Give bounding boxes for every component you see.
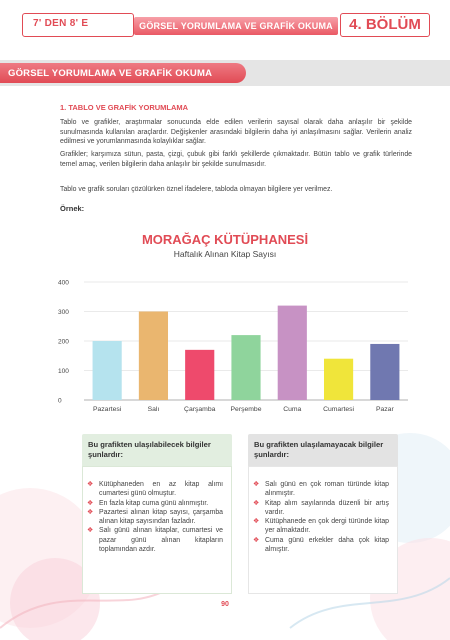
section-title-pill bbox=[0, 63, 246, 83]
section-title: GÖRSEL YORUMLAMA VE GRAFİK OKUMA bbox=[8, 68, 213, 79]
diamond-bullet-icon: ❖ bbox=[87, 527, 94, 535]
unreachable-info-title: Bu grafikten ulaşılamayacak bilgiler şunlardır: bbox=[254, 440, 384, 459]
y-tick-label: 400 bbox=[58, 279, 69, 287]
y-tick-label: 100 bbox=[58, 368, 69, 375]
x-tick-label: Cuma bbox=[283, 406, 302, 413]
diamond-bullet-icon: ❖ bbox=[253, 481, 260, 488]
bar bbox=[185, 350, 214, 400]
unreachable-info-list bbox=[253, 480, 389, 554]
y-tick-label: 300 bbox=[58, 309, 69, 316]
x-tick-label: Çarşamba bbox=[184, 406, 216, 413]
reachable-info-header bbox=[82, 434, 232, 466]
x-tick-label: Pazar bbox=[375, 406, 394, 413]
list-item: ❖ En fazla kitap cuma günü alınmıştır. bbox=[87, 499, 209, 507]
diamond-bullet-icon: ❖ bbox=[87, 481, 94, 488]
reachable-info-box bbox=[82, 434, 232, 594]
topic-tab bbox=[134, 17, 338, 35]
paragraph-1: Tablo ve grafikler, araştırmalar sonucunda elde edilen verilerin sayısal olarak daha anlaşılır bir şekilde sunulmasında kullanılan araçlardır. Değişkenler arasındaki bilgilerin daha iyi anlaşılmasını sağlar. Verilerin analiz edilmesi ve yorumlanmasında kolaylıklar sağlar. bbox=[60, 119, 412, 146]
y-tick-label: 0 bbox=[58, 397, 62, 405]
chapter-tab bbox=[340, 13, 430, 37]
list-item: ❖ Salı günü alınan kitaplar, cumartesi ve pazar günü alınan kitapların toplamından azdır. bbox=[87, 527, 223, 554]
reachable-info-list bbox=[87, 480, 223, 554]
paragraph-2: Grafikler; karşımıza sütun, pasta, çizgi, çubuk gibi farklı şekillerde çıkmaktadır. Bütün tablo ve grafik türlerinde temel amaç, verilen bilgilerin daha anlaşılır bir şekilde sunulmasıdır. bbox=[60, 151, 412, 168]
unreachable-info-body bbox=[248, 466, 398, 594]
subheading: 1. TABLO VE GRAFİK YORUMLAMA bbox=[60, 103, 189, 112]
paragraph-3: Tablo ve grafik soruları çözülürken öznel ifadelere, tabloda olmayan bilgilere yer verilmez. bbox=[60, 186, 333, 193]
topic-tab-label: GÖRSEL YORUMLAMA VE GRAFİK OKUMA bbox=[139, 21, 333, 31]
diamond-bullet-icon: ❖ bbox=[253, 536, 260, 544]
chart-title: MORAĞAÇ KÜTÜPHANESİ bbox=[141, 232, 309, 247]
list-item: ❖ Kitap alım sayılarında düzenli bir artış vardır. bbox=[253, 499, 389, 516]
page-header bbox=[0, 0, 450, 40]
page-number: 90 bbox=[221, 601, 229, 608]
bar bbox=[139, 312, 168, 401]
y-tick-label: 200 bbox=[58, 338, 69, 346]
diamond-bullet-icon: ❖ bbox=[253, 518, 260, 526]
bar bbox=[324, 359, 353, 400]
x-tick-label: Salı bbox=[147, 406, 160, 413]
list-item: ❖ Kütüphaneden en az kitap alımı cumartesi günü olmuştur. bbox=[87, 481, 223, 498]
bar bbox=[278, 306, 307, 400]
reachable-info-title: Bu grafikten ulaşılabilecek bilgiler şunlardır: bbox=[88, 440, 211, 459]
diamond-bullet-icon: ❖ bbox=[87, 508, 94, 516]
list-item: ❖ Kütüphanede en çok dergi türünde kitap yer almaktadır. bbox=[253, 518, 389, 535]
x-tick-label: Perşembe bbox=[230, 406, 262, 413]
reachable-info-body bbox=[82, 466, 232, 594]
x-tick-label: Pazartesi bbox=[92, 406, 122, 413]
unreachable-info-header bbox=[248, 434, 398, 466]
grade-tab-label: 7' DEN 8' E bbox=[33, 18, 89, 29]
grade-tab bbox=[22, 13, 134, 37]
bar bbox=[93, 341, 122, 400]
list-item: ❖ Cuma günü erkekler daha çok kitap almıştır. bbox=[253, 536, 389, 554]
chapter-tab-label: 4. BÖLÜM bbox=[349, 16, 421, 33]
diamond-bullet-icon: ❖ bbox=[253, 499, 260, 507]
bar-chart bbox=[0, 270, 450, 418]
x-tick-label: Cumartesi bbox=[323, 406, 355, 413]
diamond-bullet-icon: ❖ bbox=[87, 499, 94, 507]
bar bbox=[231, 335, 260, 400]
section-band bbox=[0, 60, 450, 86]
bar bbox=[370, 344, 399, 400]
chart-subtitle: Haftalık Alınan Kitap Sayısı bbox=[173, 249, 277, 259]
unreachable-info-box bbox=[248, 434, 398, 594]
example-label: Örnek: bbox=[60, 204, 85, 213]
list-item: ❖ Pazartesi alınan kitap sayısı, çarşamba alınan kitap sayısından fazladır. bbox=[87, 508, 223, 526]
list-item: ❖ Salı günü en çok roman türünde kitap alınmıştır. bbox=[253, 481, 389, 498]
